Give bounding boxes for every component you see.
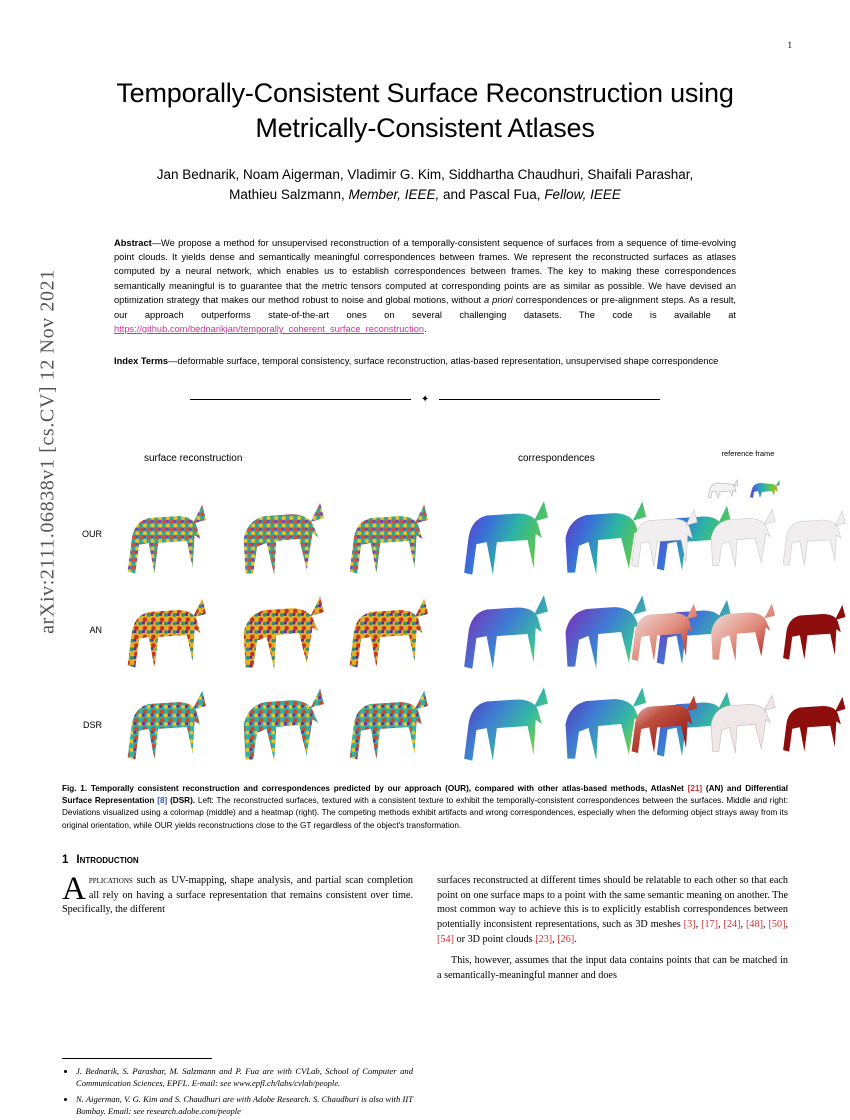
figure-cell-an-heatmap-1 [622, 589, 702, 677]
body-column-right [437, 874, 788, 1120]
author-line-2 [62, 185, 788, 205]
footnote-item-2: • N. Aigerman, V. G. Kim and S. Chaudhuri are with Adobe Research. S. Chaudhuri is also with IIT Bombay. Email: see research.adobe.com/people [76, 1093, 413, 1117]
right-paragraph-1-text: surfaces reconstructed at different times should be relatable to each other so that each point on one surface maps to a point with the same semantic meaning on another. The most common way to achieve this is to explicitly establish correspondences between potentially inconsistent representations, such as 3D meshes [437, 875, 788, 931]
figure-cell-our-surface-3 [338, 497, 434, 583]
body-column-left [62, 871, 413, 1120]
page-title: Temporally-Consistent Surface Reconstruction using Metrically-Consistent Atlases [116, 78, 734, 143]
citation-sep-1: , [695, 919, 702, 931]
citation-23[interactable]: [23] [535, 933, 553, 945]
right-paragraph-1 [437, 874, 788, 947]
citation-50[interactable]: [50] [768, 919, 786, 931]
figure-caption-bold-1: Fig. 1. Temporally consistent reconstruction and correspondences predicted by our approach (OUR), compared with other atlas-based methods, AtlasNet [62, 783, 688, 793]
figure-caption-text: Left: The reconstructed surfaces, textured with a consistent texture to exhibit the temporally-consistent correspondences between the surfaces. Middle and right: Deviations visualized using a colormap (middle) and a heatmap (right). The competing methods exhibit artifacts and wrong correspondences, especially when the deforming object strays away from its original orientation, while OUR yields reconstructions close to the GT regardless of the object's transformation. [62, 796, 789, 830]
left-paragraph-smallcaps: pplications [88, 875, 133, 887]
figure-1 [62, 448, 788, 771]
figure-label-surface-reconstruction: surface reconstruction [144, 452, 243, 464]
citation-sep-5: , [785, 919, 789, 931]
figure-cell-an-surface-2 [228, 591, 332, 677]
citation-sep-2: , [718, 919, 724, 931]
figure-cell-our-heatmap-1 [622, 495, 702, 583]
citation-sep-6: , [552, 933, 558, 945]
abstract [114, 236, 736, 337]
citation-17[interactable]: [17] [701, 919, 719, 931]
code-link[interactable]: https://github.com/bednarikjan/temporally_coherent_surface_reconstruction [114, 324, 425, 335]
figure-cell-our-surface-2 [228, 497, 332, 583]
figure-cell-our-heatmap-2 [702, 495, 778, 583]
figure-caption-cite-8[interactable]: [8] [157, 796, 168, 806]
author-membership-2: Fellow, IEEE [544, 187, 621, 203]
paper-content [62, 62, 788, 1120]
abstract-text-2: correspondences or pre-alignment steps. As a result, our approach outperforms state-of-the-art ones on several challenging datasets. The code is available at [114, 295, 737, 320]
body-columns [62, 871, 789, 1120]
divider-line-right [439, 399, 660, 400]
figure-label-reference-frame: reference frame [721, 448, 775, 458]
author-line-1: Jan Bednarik, Noam Aigerman, Vladimir G. Kim, Siddhartha Chaudhuri, Shaifali Parashar, [156, 167, 694, 183]
index-terms-text: —deformable surface, temporal consistency, surface reconstruction, atlas-based representation, unsupervised shape correspondence [168, 356, 719, 367]
abstract-text-1: —We propose a method for unsupervised reconstruction of a temporally-consistent sequence of surfaces from a sequence of time-evolving point clouds. It yields dense and semantically meaningful correspondences between frames. We represent the reconstructed surfaces as atlases computed by a neural network, which enables us to establish correspondences between frames. The key to making these correspondences semantically meaningful is to guarantee that the metric tensors computed at corresponding points are as similar as possible. We have devised an optimization strategy that makes our method robust to noise and global motions, without [114, 237, 736, 306]
figure-cell-an-surface-1 [106, 591, 222, 677]
citation-sep-3: , [740, 919, 747, 931]
left-paragraph-1 [62, 871, 413, 918]
figure-cell-an-surface-3 [338, 591, 434, 677]
figure-row-label-an: AN [89, 624, 102, 635]
figure-label-correspondences: correspondences [518, 452, 595, 464]
figure-cell-an-heatmap-3 [774, 589, 850, 677]
author-line-2-post: and Pascal Fua, [439, 187, 545, 203]
figure-caption-cite-21[interactable]: [21] [687, 783, 703, 793]
figure-cell-our-surface-1 [106, 497, 222, 583]
citation-3[interactable]: [3] [683, 919, 696, 931]
right-paragraph-1-end: . [574, 933, 577, 945]
citation-24[interactable]: [24] [723, 919, 741, 931]
diamond-icon: ✦ [420, 393, 430, 405]
citation-sep-4: , [763, 919, 769, 931]
figure-cell-dsr-heatmap-2 [702, 681, 778, 769]
figure-cell-dsr-surface-2 [228, 683, 332, 769]
citation-48[interactable]: [48] [746, 919, 764, 931]
figure-caption-bold-2: (AN) and Differential Surface Representation [62, 783, 788, 806]
figure-cell-an-correspondence-1 [448, 587, 558, 679]
figure-cell-dsr-correspondence-1 [448, 679, 558, 771]
right-paragraph-1-mid: or 3D point clouds [453, 933, 536, 945]
author-list [62, 165, 788, 206]
figure-cell-our-correspondence-1 [448, 493, 558, 585]
divider-line-left [190, 399, 411, 400]
arxiv-stamp: arXiv:2111.06838v1 [cs.CV] 12 Nov 2021 [36, 269, 59, 634]
figure-caption [62, 783, 788, 832]
author-membership-1: Member, IEEE, [348, 187, 440, 203]
figure-cell-dsr-heatmap-3 [774, 681, 850, 769]
figure-cell-our-heatmap-3 [774, 495, 850, 583]
footnotes [62, 1065, 413, 1117]
right-paragraph-2: This, however, assumes that the input data contains points that can be matched in a semantically-meaningful manner and does [437, 955, 788, 982]
section-divider [190, 395, 660, 405]
figure-cell-dsr-surface-1 [106, 683, 222, 769]
section-heading-introduction [62, 854, 788, 866]
section-title: Introduction [76, 854, 139, 867]
page-number: 1 [787, 40, 792, 50]
citation-54[interactable]: [54] [437, 933, 454, 945]
drop-cap: A [62, 871, 86, 908]
figure-grid [62, 477, 788, 765]
figure-row-label-our: OUR [82, 528, 102, 539]
figure-column-labels [62, 448, 788, 475]
footnote-item-1: • J. Bednarik, S. Parashar, M. Salzmann and P. Fua are with CVLab, School of Computer and Communication Sciences, EPFL. E-mail: see www.epfl.ch/labs/cvlab/people. [76, 1065, 413, 1089]
citation-26[interactable]: [26] [557, 933, 575, 945]
footnote-rule [62, 1058, 212, 1059]
figure-cell-an-heatmap-2 [702, 589, 778, 677]
section-number: 1 [62, 854, 69, 867]
index-terms-label: Index Terms [114, 356, 169, 367]
figure-caption-bold-3: (DSR). [167, 796, 196, 806]
abstract-text-3: . [424, 324, 427, 335]
figure-cell-dsr-surface-3 [338, 683, 434, 769]
abstract-italic-1: a priori [483, 295, 513, 306]
figure-cell-dsr-heatmap-1 [622, 681, 702, 769]
index-terms [114, 354, 736, 368]
left-paragraph-1-text: such as UV-mapping, shape analysis, and partial scan completion all rely on having a surface representation that remains consistent over time. Specifically, the different [62, 875, 413, 916]
author-line-2-pre: Mathieu Salzmann, [229, 187, 349, 203]
figure-row-label-dsr: DSR [82, 719, 102, 730]
abstract-label: Abstract [114, 237, 152, 248]
